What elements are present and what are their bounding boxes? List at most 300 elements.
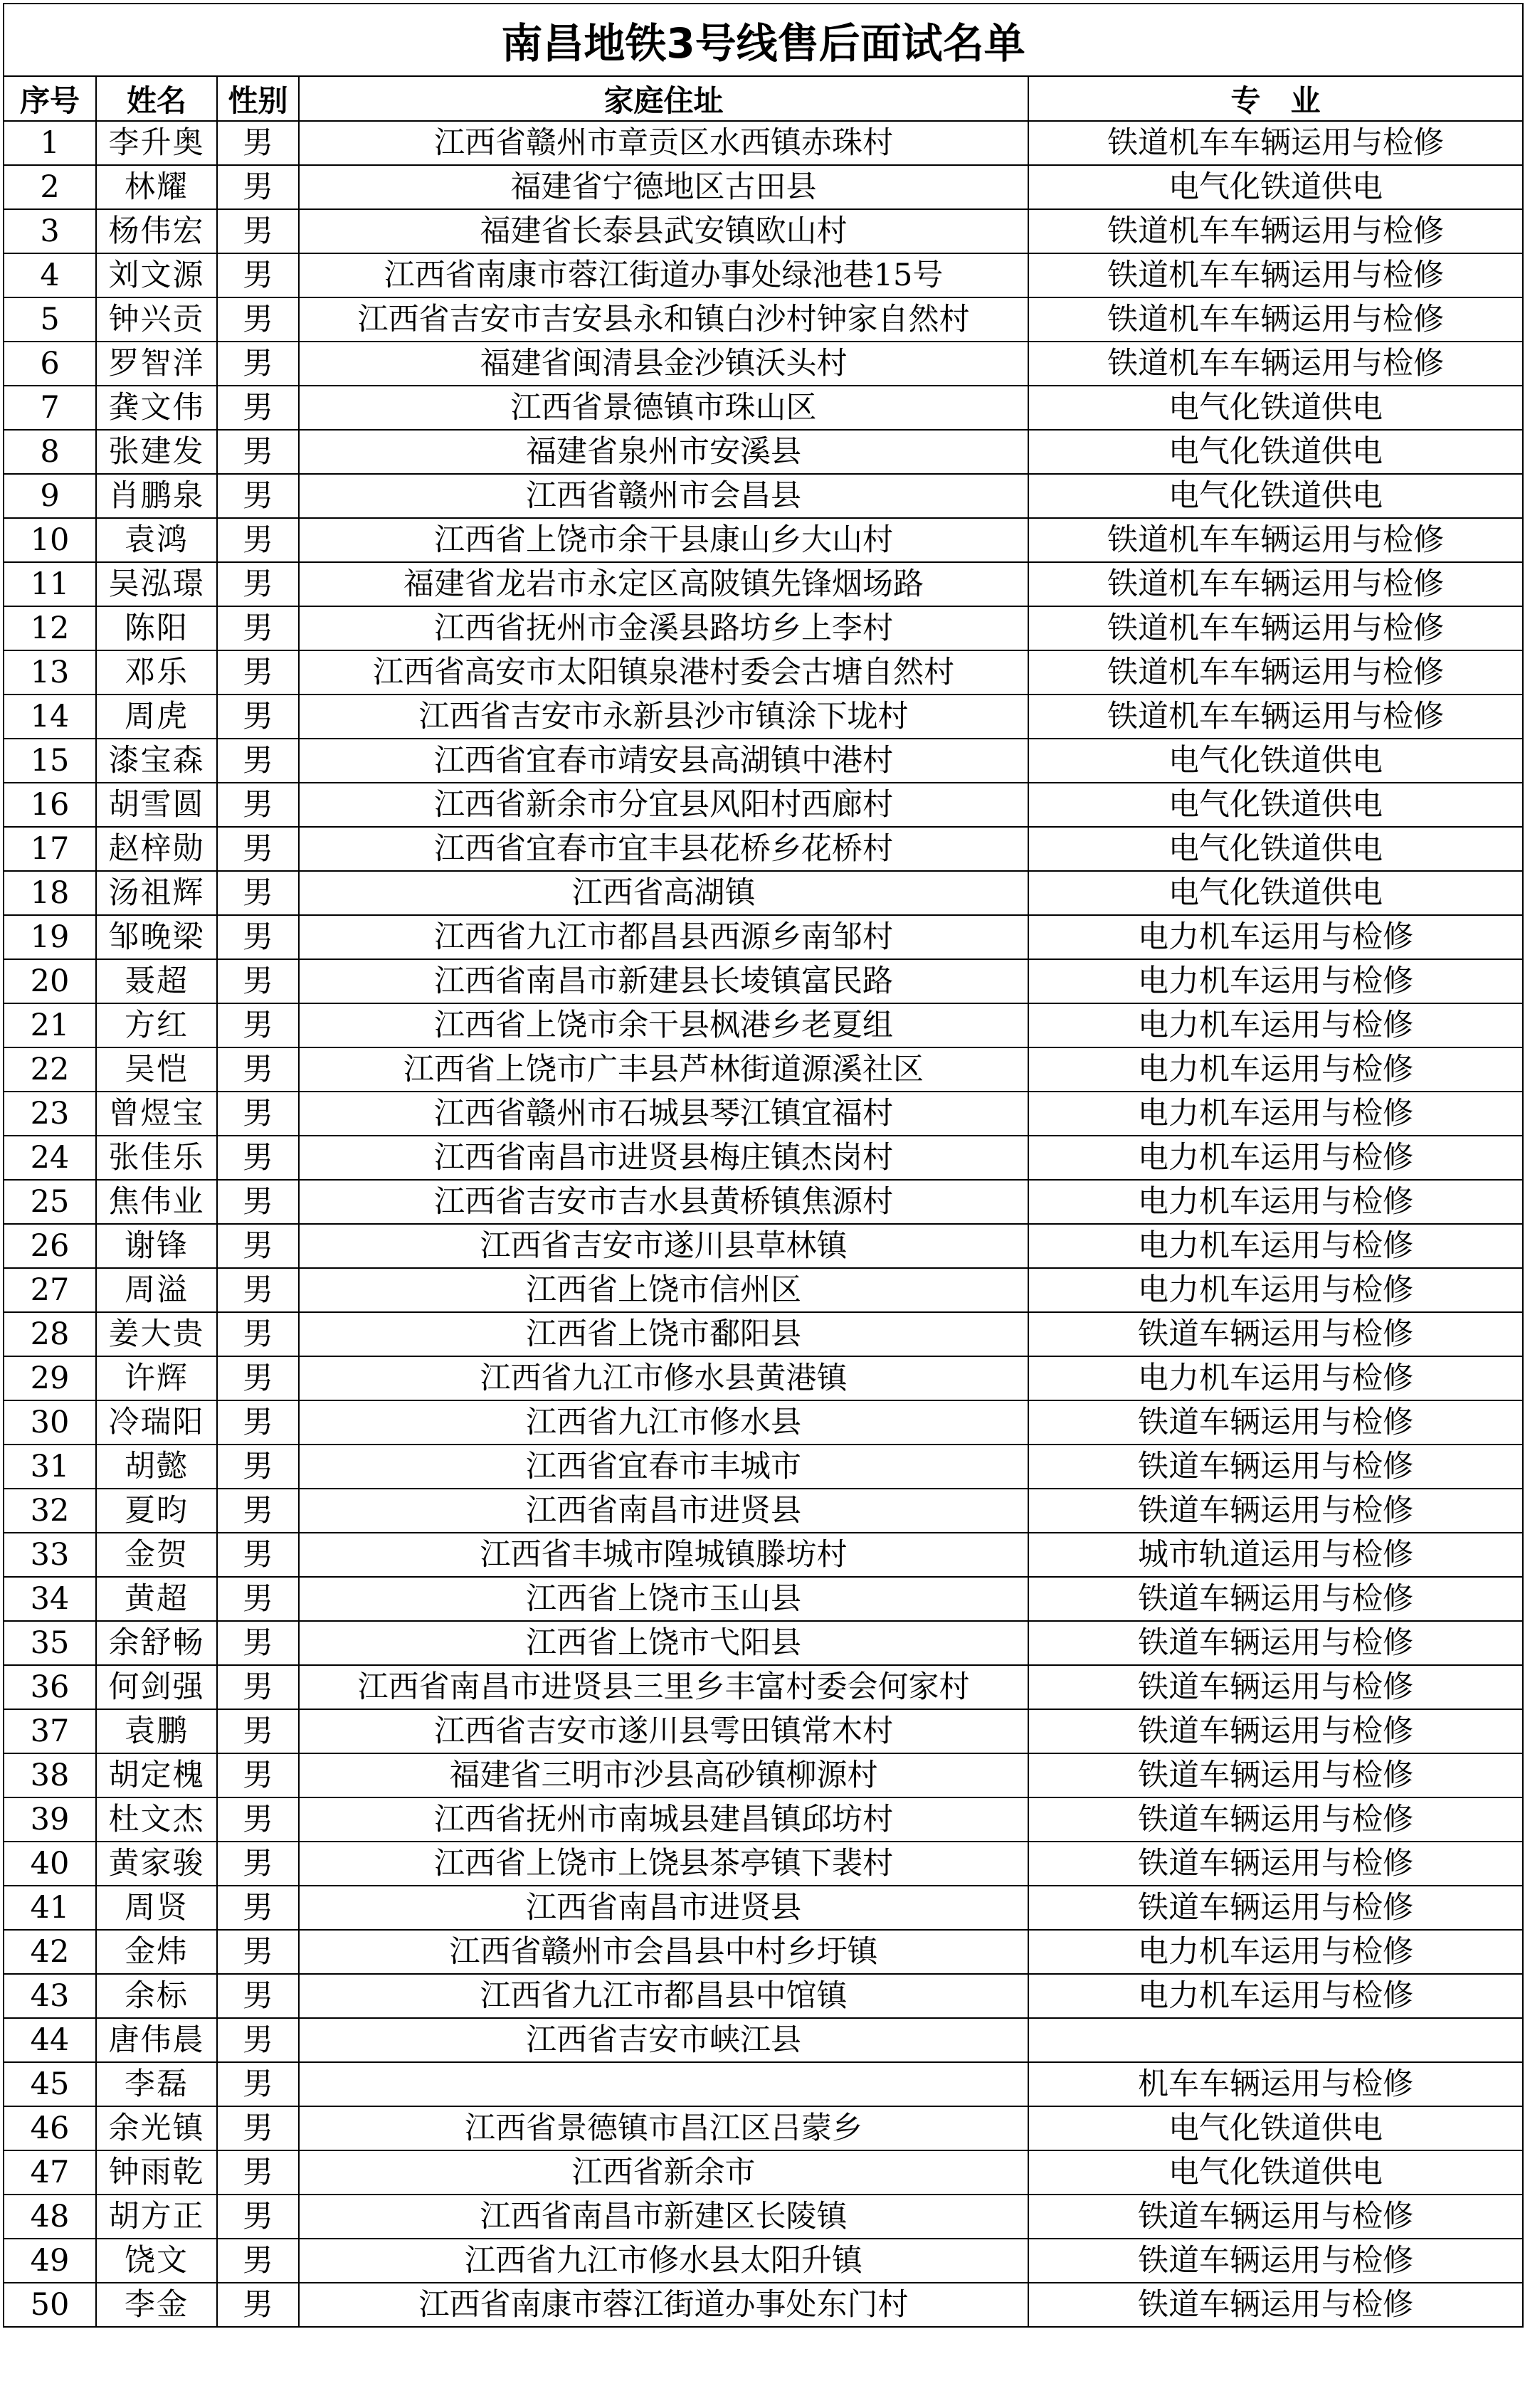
row-index: 16 — [4, 783, 96, 827]
row-name: 余标 — [96, 1974, 217, 2018]
row-index: 33 — [4, 1533, 96, 1577]
row-major: 电力机车运用与检修 — [1028, 1047, 1523, 1092]
row-name: 夏昀 — [96, 1489, 217, 1533]
row-major: 铁道车辆运用与检修 — [1028, 1577, 1523, 1621]
row-index: 20 — [4, 959, 96, 1003]
row-gender: 男 — [217, 783, 299, 827]
row-major: 电气化铁道供电 — [1028, 430, 1523, 474]
row-name: 刘文源 — [96, 253, 217, 297]
table-row — [4, 1533, 1523, 1577]
row-major: 电力机车运用与检修 — [1028, 1930, 1523, 1974]
row-major: 铁道车辆运用与检修 — [1028, 1312, 1523, 1356]
table-row — [4, 827, 1523, 871]
row-address: 江西省高湖镇 — [299, 871, 1028, 915]
row-address: 江西省新余市分宜县风阳村西廊村 — [299, 783, 1028, 827]
row-major: 电力机车运用与检修 — [1028, 959, 1523, 1003]
row-address: 江西省南昌市进贤县 — [299, 1886, 1028, 1930]
row-gender: 男 — [217, 2239, 299, 2283]
row-gender: 男 — [217, 430, 299, 474]
row-major: 铁道车辆运用与检修 — [1028, 1665, 1523, 1709]
row-major: 铁道车辆运用与检修 — [1028, 1400, 1523, 1445]
row-name: 钟兴贡 — [96, 297, 217, 342]
row-major: 铁道车辆运用与检修 — [1028, 2195, 1523, 2239]
table-row — [4, 474, 1523, 518]
row-address: 福建省泉州市安溪县 — [299, 430, 1028, 474]
row-index: 9 — [4, 474, 96, 518]
row-index: 35 — [4, 1621, 96, 1665]
row-address: 江西省吉安市峡江县 — [299, 2018, 1028, 2062]
table-row — [4, 430, 1523, 474]
row-address: 江西省上饶市广丰县芦林街道源溪社区 — [299, 1047, 1028, 1092]
row-major: 铁道机车车辆运用与检修 — [1028, 562, 1523, 606]
row-major: 城市轨道运用与检修 — [1028, 1533, 1523, 1577]
row-name: 曾煜宝 — [96, 1092, 217, 1136]
row-name: 金炜 — [96, 1930, 217, 1974]
row-address: 江西省赣州市石城县琴江镇宜福村 — [299, 1092, 1028, 1136]
row-index: 17 — [4, 827, 96, 871]
row-name: 胡雪圆 — [96, 783, 217, 827]
table-row — [4, 1136, 1523, 1180]
table-row — [4, 1577, 1523, 1621]
table-row — [4, 1886, 1523, 1930]
table-row — [4, 1400, 1523, 1445]
row-major: 铁道机车车辆运用与检修 — [1028, 650, 1523, 695]
row-major: 电力机车运用与检修 — [1028, 1974, 1523, 2018]
row-gender: 男 — [217, 1180, 299, 1224]
row-gender: 男 — [217, 342, 299, 386]
row-index: 3 — [4, 209, 96, 253]
table-row — [4, 1797, 1523, 1842]
row-gender: 男 — [217, 1400, 299, 1445]
table-row — [4, 1709, 1523, 1753]
row-major: 电力机车运用与检修 — [1028, 1136, 1523, 1180]
row-name: 方红 — [96, 1003, 217, 1047]
row-address: 江西省赣州市会昌县中村乡圩镇 — [299, 1930, 1028, 1974]
row-major: 铁道车辆运用与检修 — [1028, 1753, 1523, 1797]
row-major: 铁道机车车辆运用与检修 — [1028, 121, 1523, 165]
table-row — [4, 606, 1523, 650]
row-gender: 男 — [217, 165, 299, 209]
table-row — [4, 209, 1523, 253]
row-major: 铁道车辆运用与检修 — [1028, 1621, 1523, 1665]
row-gender: 男 — [217, 650, 299, 695]
row-name: 漆宝森 — [96, 739, 217, 783]
row-index: 24 — [4, 1136, 96, 1180]
table-row — [4, 739, 1523, 783]
row-index: 47 — [4, 2150, 96, 2195]
table-row — [4, 695, 1523, 739]
row-address: 江西省上饶市余干县枫港乡老夏组 — [299, 1003, 1028, 1047]
row-index: 18 — [4, 871, 96, 915]
row-gender: 男 — [217, 1577, 299, 1621]
header-name: 姓名 — [96, 76, 217, 121]
row-address: 江西省南昌市新建县长堎镇富民路 — [299, 959, 1028, 1003]
table-row — [4, 1092, 1523, 1136]
row-name: 赵梓勋 — [96, 827, 217, 871]
table-row — [4, 2239, 1523, 2283]
row-name: 余光镇 — [96, 2106, 217, 2150]
row-gender: 男 — [217, 2062, 299, 2106]
row-index: 12 — [4, 606, 96, 650]
row-address: 江西省上饶市弋阳县 — [299, 1621, 1028, 1665]
table-title: 南昌地铁3号线售后面试名单 — [4, 4, 1523, 76]
row-address — [299, 2062, 1028, 2106]
row-index: 4 — [4, 253, 96, 297]
header-major: 专 业 — [1028, 76, 1523, 121]
row-gender: 男 — [217, 1489, 299, 1533]
table-row — [4, 1842, 1523, 1886]
row-major: 电气化铁道供电 — [1028, 783, 1523, 827]
row-gender: 男 — [217, 1136, 299, 1180]
table-row — [4, 518, 1523, 562]
row-name: 袁鸿 — [96, 518, 217, 562]
row-gender: 男 — [217, 121, 299, 165]
table-row — [4, 1224, 1523, 1268]
row-major: 电气化铁道供电 — [1028, 871, 1523, 915]
row-address: 江西省吉安市遂川县草林镇 — [299, 1224, 1028, 1268]
row-gender: 男 — [217, 1665, 299, 1709]
row-major: 电力机车运用与检修 — [1028, 1268, 1523, 1312]
row-address: 江西省抚州市金溪县路坊乡上李村 — [299, 606, 1028, 650]
row-index: 36 — [4, 1665, 96, 1709]
row-major: 电力机车运用与检修 — [1028, 915, 1523, 959]
table-row — [4, 2150, 1523, 2195]
row-name: 林耀 — [96, 165, 217, 209]
row-address: 江西省上饶市上饶县茶亭镇下裴村 — [299, 1842, 1028, 1886]
row-gender: 男 — [217, 1312, 299, 1356]
row-name: 黄家骏 — [96, 1842, 217, 1886]
table-row — [4, 1621, 1523, 1665]
row-major: 铁道车辆运用与检修 — [1028, 1842, 1523, 1886]
row-major: 电力机车运用与检修 — [1028, 1224, 1523, 1268]
row-index: 50 — [4, 2283, 96, 2327]
row-address: 江西省九江市都昌县中馆镇 — [299, 1974, 1028, 2018]
row-name: 焦伟业 — [96, 1180, 217, 1224]
row-major: 电气化铁道供电 — [1028, 2150, 1523, 2195]
row-index: 42 — [4, 1930, 96, 1974]
row-major: 铁道车辆运用与检修 — [1028, 1886, 1523, 1930]
row-name: 胡懿 — [96, 1445, 217, 1489]
row-name: 张佳乐 — [96, 1136, 217, 1180]
row-gender: 男 — [217, 1047, 299, 1092]
row-gender: 男 — [217, 562, 299, 606]
row-index: 13 — [4, 650, 96, 695]
row-index: 45 — [4, 2062, 96, 2106]
row-gender: 男 — [217, 2150, 299, 2195]
row-major: 铁道车辆运用与检修 — [1028, 2283, 1523, 2327]
row-gender: 男 — [217, 209, 299, 253]
row-index: 30 — [4, 1400, 96, 1445]
row-index: 22 — [4, 1047, 96, 1092]
row-index: 25 — [4, 1180, 96, 1224]
row-address: 江西省南康市蓉江街道办事处东门村 — [299, 2283, 1028, 2327]
row-major: 铁道机车车辆运用与检修 — [1028, 253, 1523, 297]
row-major: 铁道机车车辆运用与检修 — [1028, 695, 1523, 739]
row-address: 福建省三明市沙县高砂镇柳源村 — [299, 1753, 1028, 1797]
row-address: 江西省高安市太阳镇泉港村委会古塘自然村 — [299, 650, 1028, 695]
row-gender: 男 — [217, 2018, 299, 2062]
row-gender: 男 — [217, 1003, 299, 1047]
row-name: 邹晚梁 — [96, 915, 217, 959]
row-major: 电气化铁道供电 — [1028, 386, 1523, 430]
row-name: 陈阳 — [96, 606, 217, 650]
row-name: 何剑强 — [96, 1665, 217, 1709]
row-gender: 男 — [217, 253, 299, 297]
row-gender: 男 — [217, 1797, 299, 1842]
table-row — [4, 1974, 1523, 2018]
row-name: 谢锋 — [96, 1224, 217, 1268]
table-row — [4, 783, 1523, 827]
row-address: 江西省上饶市余干县康山乡大山村 — [299, 518, 1028, 562]
row-index: 2 — [4, 165, 96, 209]
row-address: 江西省景德镇市珠山区 — [299, 386, 1028, 430]
header-row — [4, 76, 1523, 121]
table-row — [4, 1753, 1523, 1797]
row-address: 江西省宜春市丰城市 — [299, 1445, 1028, 1489]
row-address: 江西省南昌市进贤县梅庄镇杰岗村 — [299, 1136, 1028, 1180]
row-address: 江西省上饶市玉山县 — [299, 1577, 1028, 1621]
row-name: 金贺 — [96, 1533, 217, 1577]
table-body — [4, 121, 1523, 2327]
row-index: 44 — [4, 2018, 96, 2062]
row-index: 19 — [4, 915, 96, 959]
row-index: 38 — [4, 1753, 96, 1797]
row-name: 许辉 — [96, 1356, 217, 1400]
row-name: 余舒畅 — [96, 1621, 217, 1665]
row-gender: 男 — [217, 2195, 299, 2239]
row-gender: 男 — [217, 959, 299, 1003]
row-address: 福建省长泰县武安镇欧山村 — [299, 209, 1028, 253]
table-row — [4, 562, 1523, 606]
row-index: 40 — [4, 1842, 96, 1886]
row-address: 江西省南康市蓉江街道办事处绿池巷15号 — [299, 253, 1028, 297]
row-name: 钟雨乾 — [96, 2150, 217, 2195]
row-name: 杨伟宏 — [96, 209, 217, 253]
row-gender: 男 — [217, 297, 299, 342]
row-gender: 男 — [217, 2283, 299, 2327]
row-address: 江西省九江市修水县黄港镇 — [299, 1356, 1028, 1400]
row-major: 电气化铁道供电 — [1028, 165, 1523, 209]
row-major: 电气化铁道供电 — [1028, 739, 1523, 783]
row-gender: 男 — [217, 386, 299, 430]
table-row — [4, 871, 1523, 915]
row-address: 江西省吉安市吉水县黄桥镇焦源村 — [299, 1180, 1028, 1224]
row-major: 电力机车运用与检修 — [1028, 1180, 1523, 1224]
row-index: 6 — [4, 342, 96, 386]
table-row — [4, 1445, 1523, 1489]
row-major: 电力机车运用与检修 — [1028, 1092, 1523, 1136]
row-index: 28 — [4, 1312, 96, 1356]
row-name: 黄超 — [96, 1577, 217, 1621]
table-row — [4, 386, 1523, 430]
row-index: 7 — [4, 386, 96, 430]
row-address: 福建省闽清县金沙镇沃头村 — [299, 342, 1028, 386]
table-row — [4, 342, 1523, 386]
row-major: 铁道机车车辆运用与检修 — [1028, 518, 1523, 562]
row-name: 饶文 — [96, 2239, 217, 2283]
row-address: 江西省丰城市隍城镇滕坊村 — [299, 1533, 1028, 1577]
row-major — [1028, 2018, 1523, 2062]
table-row — [4, 1665, 1523, 1709]
row-name: 吴泓璟 — [96, 562, 217, 606]
row-gender: 男 — [217, 2106, 299, 2150]
header-address: 家庭住址 — [299, 76, 1028, 121]
header-index: 序号 — [4, 76, 96, 121]
row-address: 江西省新余市 — [299, 2150, 1028, 2195]
row-index: 11 — [4, 562, 96, 606]
row-major: 铁道车辆运用与检修 — [1028, 2239, 1523, 2283]
row-gender: 男 — [217, 1356, 299, 1400]
table-row — [4, 2062, 1523, 2106]
row-major: 铁道机车车辆运用与检修 — [1028, 342, 1523, 386]
row-index: 27 — [4, 1268, 96, 1312]
table-row — [4, 1180, 1523, 1224]
row-address: 江西省宜春市靖安县高湖镇中港村 — [299, 739, 1028, 783]
row-gender: 男 — [217, 1886, 299, 1930]
row-index: 48 — [4, 2195, 96, 2239]
row-gender: 男 — [217, 606, 299, 650]
table-row — [4, 2195, 1523, 2239]
row-gender: 男 — [217, 1753, 299, 1797]
row-index: 37 — [4, 1709, 96, 1753]
table-row — [4, 2283, 1523, 2327]
row-name: 胡定槐 — [96, 1753, 217, 1797]
row-name: 李金 — [96, 2283, 217, 2327]
row-index: 39 — [4, 1797, 96, 1842]
row-gender: 男 — [217, 1533, 299, 1577]
row-address: 江西省吉安市遂川县雩田镇常木村 — [299, 1709, 1028, 1753]
row-address: 江西省抚州市南城县建昌镇邱坊村 — [299, 1797, 1028, 1842]
row-address: 江西省九江市修水县 — [299, 1400, 1028, 1445]
table-row — [4, 1930, 1523, 1974]
row-gender: 男 — [217, 871, 299, 915]
row-address: 江西省上饶市鄱阳县 — [299, 1312, 1028, 1356]
row-name: 吴恺 — [96, 1047, 217, 1092]
row-name: 冷瑞阳 — [96, 1400, 217, 1445]
row-index: 41 — [4, 1886, 96, 1930]
table-row — [4, 1489, 1523, 1533]
row-gender: 男 — [217, 1842, 299, 1886]
row-index: 21 — [4, 1003, 96, 1047]
table-row — [4, 1003, 1523, 1047]
row-name: 姜大贵 — [96, 1312, 217, 1356]
table-row — [4, 165, 1523, 209]
row-major: 电力机车运用与检修 — [1028, 1356, 1523, 1400]
row-index: 8 — [4, 430, 96, 474]
row-major: 铁道机车车辆运用与检修 — [1028, 297, 1523, 342]
row-name: 肖鹏泉 — [96, 474, 217, 518]
row-index: 34 — [4, 1577, 96, 1621]
row-address: 江西省景德镇市昌江区吕蒙乡 — [299, 2106, 1028, 2150]
row-address: 江西省赣州市章贡区水西镇赤珠村 — [299, 121, 1028, 165]
row-address: 福建省龙岩市永定区高陂镇先锋烟场路 — [299, 562, 1028, 606]
row-gender: 男 — [217, 1709, 299, 1753]
table-row — [4, 959, 1523, 1003]
row-major: 机车车辆运用与检修 — [1028, 2062, 1523, 2106]
row-major: 电气化铁道供电 — [1028, 827, 1523, 871]
row-major: 铁道车辆运用与检修 — [1028, 1489, 1523, 1533]
row-gender: 男 — [217, 1092, 299, 1136]
row-gender: 男 — [217, 827, 299, 871]
row-address: 江西省赣州市会昌县 — [299, 474, 1028, 518]
row-index: 15 — [4, 739, 96, 783]
row-name: 聂超 — [96, 959, 217, 1003]
row-address: 江西省吉安市吉安县永和镇白沙村钟家自然村 — [299, 297, 1028, 342]
row-index: 14 — [4, 695, 96, 739]
row-index: 5 — [4, 297, 96, 342]
row-gender: 男 — [217, 739, 299, 783]
row-gender: 男 — [217, 1621, 299, 1665]
row-index: 10 — [4, 518, 96, 562]
row-name: 张建发 — [96, 430, 217, 474]
row-address: 江西省南昌市进贤县 — [299, 1489, 1028, 1533]
row-major: 电气化铁道供电 — [1028, 2106, 1523, 2150]
header-gender: 性别 — [217, 76, 299, 121]
row-name: 周溢 — [96, 1268, 217, 1312]
table-row — [4, 121, 1523, 165]
table-row — [4, 1268, 1523, 1312]
table-row — [4, 1047, 1523, 1092]
row-gender: 男 — [217, 1445, 299, 1489]
row-index: 1 — [4, 121, 96, 165]
row-name: 罗智洋 — [96, 342, 217, 386]
row-gender: 男 — [217, 1974, 299, 2018]
row-address: 江西省吉安市永新县沙市镇涂下垅村 — [299, 695, 1028, 739]
table-row — [4, 253, 1523, 297]
row-gender: 男 — [217, 695, 299, 739]
row-name: 胡方正 — [96, 2195, 217, 2239]
row-name: 李磊 — [96, 2062, 217, 2106]
row-gender: 男 — [217, 1224, 299, 1268]
row-address: 福建省宁德地区古田县 — [299, 165, 1028, 209]
interview-list-table — [3, 3, 1524, 2328]
row-address: 江西省南昌市进贤县三里乡丰富村委会何家村 — [299, 1665, 1028, 1709]
table-row — [4, 297, 1523, 342]
row-name: 邓乐 — [96, 650, 217, 695]
row-address: 江西省九江市都昌县西源乡南邹村 — [299, 915, 1028, 959]
row-index: 29 — [4, 1356, 96, 1400]
row-gender: 男 — [217, 915, 299, 959]
row-index: 31 — [4, 1445, 96, 1489]
row-index: 23 — [4, 1092, 96, 1136]
table-row — [4, 1356, 1523, 1400]
row-gender: 男 — [217, 518, 299, 562]
row-name: 龚文伟 — [96, 386, 217, 430]
row-name: 李升奥 — [96, 121, 217, 165]
row-major: 铁道车辆运用与检修 — [1028, 1709, 1523, 1753]
row-address: 江西省九江市修水县太阳升镇 — [299, 2239, 1028, 2283]
row-name: 汤祖辉 — [96, 871, 217, 915]
row-major: 铁道机车车辆运用与检修 — [1028, 606, 1523, 650]
row-gender: 男 — [217, 1268, 299, 1312]
row-major: 电力机车运用与检修 — [1028, 1003, 1523, 1047]
row-index: 46 — [4, 2106, 96, 2150]
row-gender: 男 — [217, 1930, 299, 1974]
row-name: 周虎 — [96, 695, 217, 739]
row-major: 铁道车辆运用与检修 — [1028, 1797, 1523, 1842]
table-row — [4, 2106, 1523, 2150]
table-row — [4, 1312, 1523, 1356]
row-index: 49 — [4, 2239, 96, 2283]
row-address: 江西省宜春市宜丰县花桥乡花桥村 — [299, 827, 1028, 871]
row-name: 周贤 — [96, 1886, 217, 1930]
row-name: 唐伟晨 — [96, 2018, 217, 2062]
row-gender: 男 — [217, 474, 299, 518]
row-major: 铁道机车车辆运用与检修 — [1028, 209, 1523, 253]
row-name: 袁鹏 — [96, 1709, 217, 1753]
table-row — [4, 650, 1523, 695]
row-index: 43 — [4, 1974, 96, 2018]
